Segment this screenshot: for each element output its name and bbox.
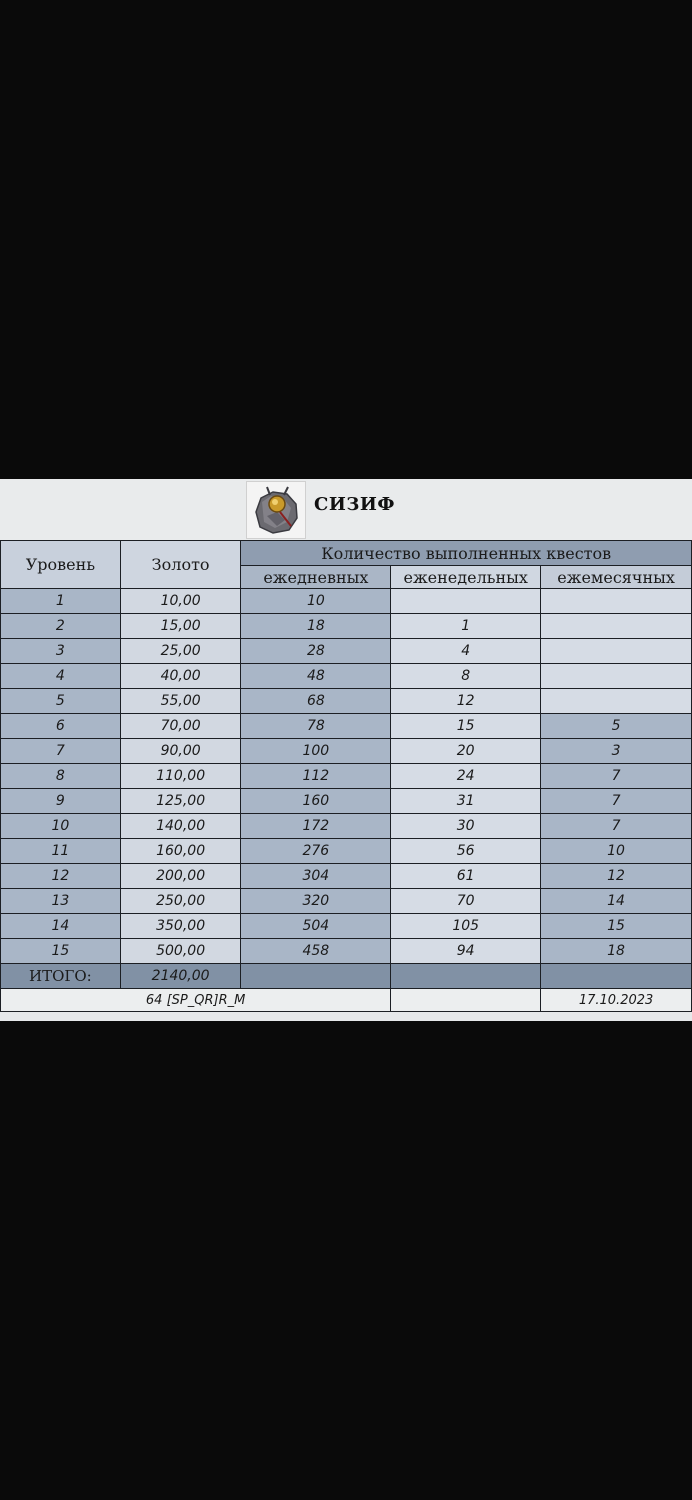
row-daily: 10 — [241, 589, 391, 614]
row-level: 4 — [1, 664, 121, 689]
table-row — [1, 739, 692, 764]
header-level: Уровень — [1, 541, 121, 589]
row-level: 3 — [1, 639, 121, 664]
row-weekly: 56 — [391, 839, 541, 864]
header-daily: ежедневных — [241, 566, 391, 589]
header-quests: Количество выполненных квестов — [241, 541, 692, 566]
total-row — [1, 964, 692, 989]
row-daily: 28 — [241, 639, 391, 664]
footer-date: 17.10.2023 — [541, 989, 692, 1012]
row-weekly: 31 — [391, 789, 541, 814]
row-monthly — [541, 589, 692, 614]
row-monthly: 7 — [541, 764, 692, 789]
row-daily: 100 — [241, 739, 391, 764]
row-weekly: 1 — [391, 614, 541, 639]
row-gold: 350,00 — [120, 914, 241, 939]
row-weekly: 105 — [391, 914, 541, 939]
row-level: 13 — [1, 889, 121, 914]
row-daily: 304 — [241, 864, 391, 889]
row-gold: 70,00 — [120, 714, 241, 739]
row-monthly: 15 — [541, 914, 692, 939]
row-monthly: 12 — [541, 864, 692, 889]
quest-table-sheet — [0, 479, 692, 1021]
row-daily: 48 — [241, 664, 391, 689]
row-weekly: 70 — [391, 889, 541, 914]
row-level: 6 — [1, 714, 121, 739]
row-monthly: 7 — [541, 814, 692, 839]
row-gold: 110,00 — [120, 764, 241, 789]
sisyphus-boulder-icon — [246, 481, 306, 539]
row-weekly: 94 — [391, 939, 541, 964]
total-monthly-cell — [541, 964, 692, 989]
table-row — [1, 889, 692, 914]
table-row — [1, 614, 692, 639]
row-gold: 200,00 — [120, 864, 241, 889]
row-monthly — [541, 664, 692, 689]
row-monthly: 10 — [541, 839, 692, 864]
row-gold: 10,00 — [120, 589, 241, 614]
row-weekly: 61 — [391, 864, 541, 889]
row-gold: 500,00 — [120, 939, 241, 964]
row-daily: 172 — [241, 814, 391, 839]
row-monthly — [541, 614, 692, 639]
row-monthly: 3 — [541, 739, 692, 764]
table-row — [1, 839, 692, 864]
table-row — [1, 939, 692, 964]
row-level: 15 — [1, 939, 121, 964]
table-row — [1, 764, 692, 789]
row-level: 8 — [1, 764, 121, 789]
row-daily: 18 — [241, 614, 391, 639]
header-gold: Золото — [120, 541, 241, 589]
row-gold: 140,00 — [120, 814, 241, 839]
row-level: 10 — [1, 814, 121, 839]
table-row — [1, 689, 692, 714]
row-weekly: 8 — [391, 664, 541, 689]
row-weekly: 15 — [391, 714, 541, 739]
row-level: 5 — [1, 689, 121, 714]
total-gold: 2140,00 — [120, 964, 241, 989]
row-monthly: 18 — [541, 939, 692, 964]
row-daily: 276 — [241, 839, 391, 864]
row-gold: 250,00 — [120, 889, 241, 914]
row-monthly — [541, 639, 692, 664]
row-gold: 90,00 — [120, 739, 241, 764]
row-monthly — [541, 689, 692, 714]
row-monthly: 5 — [541, 714, 692, 739]
row-level: 2 — [1, 614, 121, 639]
title-bar — [0, 479, 692, 542]
row-level: 12 — [1, 864, 121, 889]
row-daily: 68 — [241, 689, 391, 714]
row-level: 11 — [1, 839, 121, 864]
footer-signature: 64 [SP_QR]R_M — [1, 989, 391, 1012]
row-daily: 78 — [241, 714, 391, 739]
row-monthly: 7 — [541, 789, 692, 814]
row-weekly — [391, 589, 541, 614]
table-row — [1, 864, 692, 889]
footer-spacer — [391, 989, 541, 1012]
table-row — [1, 789, 692, 814]
table-row — [1, 814, 692, 839]
footer-row — [1, 989, 692, 1012]
page-title: СИЗИФ — [314, 494, 395, 515]
row-daily: 320 — [241, 889, 391, 914]
total-daily-cell — [241, 964, 391, 989]
row-gold: 125,00 — [120, 789, 241, 814]
row-gold: 40,00 — [120, 664, 241, 689]
row-weekly: 24 — [391, 764, 541, 789]
row-gold: 55,00 — [120, 689, 241, 714]
header-weekly: еженедельных — [391, 566, 541, 589]
row-gold: 25,00 — [120, 639, 241, 664]
table-row — [1, 639, 692, 664]
row-weekly: 4 — [391, 639, 541, 664]
row-weekly: 30 — [391, 814, 541, 839]
table-row — [1, 714, 692, 739]
table-row — [1, 914, 692, 939]
row-level: 14 — [1, 914, 121, 939]
row-level: 9 — [1, 789, 121, 814]
row-daily: 112 — [241, 764, 391, 789]
quest-table — [0, 540, 692, 1012]
total-label: ИТОГО: — [1, 964, 121, 989]
row-gold: 15,00 — [120, 614, 241, 639]
row-monthly: 14 — [541, 889, 692, 914]
row-gold: 160,00 — [120, 839, 241, 864]
total-weekly-cell — [391, 964, 541, 989]
row-level: 1 — [1, 589, 121, 614]
table-row — [1, 589, 692, 614]
row-daily: 504 — [241, 914, 391, 939]
row-weekly: 12 — [391, 689, 541, 714]
row-daily: 160 — [241, 789, 391, 814]
row-level: 7 — [1, 739, 121, 764]
row-daily: 458 — [241, 939, 391, 964]
table-row — [1, 664, 692, 689]
row-weekly: 20 — [391, 739, 541, 764]
header-monthly: ежемесячных — [541, 566, 692, 589]
